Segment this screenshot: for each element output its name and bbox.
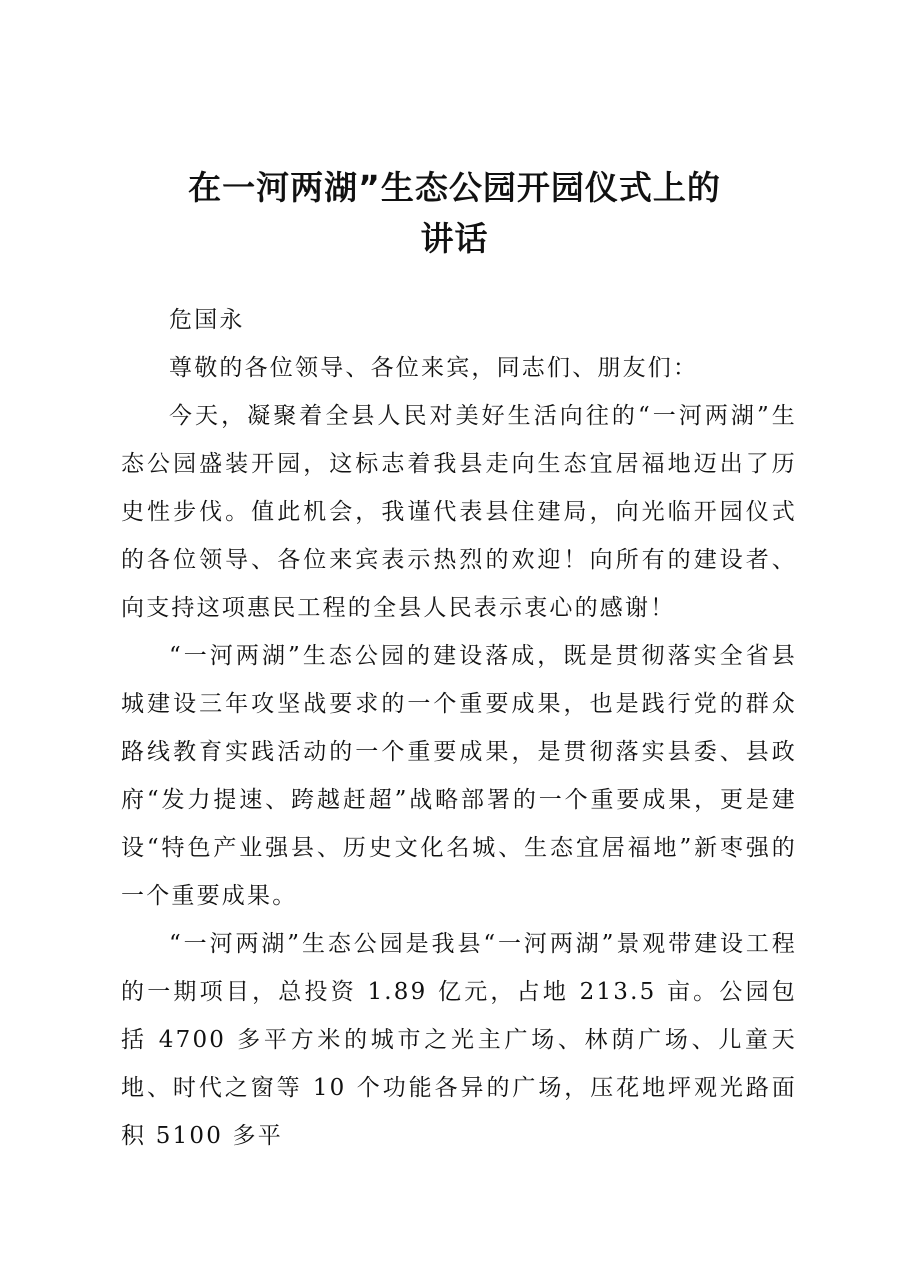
salutation: 尊敬的各位领导、各位来宾，同志们、朋友们： — [169, 355, 699, 381]
author-name: 危国永 — [169, 307, 245, 333]
paragraph: “一河两湖”生态公园的建设落成，既是贯彻落实全省县城建设三年攻坚战要求的一个重要成果，也是践行党的群众路线教育实践活动的一个重要成果，是贯彻落实县委、县政府“发力提速、跨越赶超”战略部署的一个重要成果，更是建设“特色产业强县、历史文化名城、生态宜居福地”新枣强的一个重要成果。 — [121, 643, 797, 909]
paragraph: “一河两湖”生态公园是我县“一河两湖”景观带建设工程的一期项目，总投资 1.89 亿元，占地 213.5 亩。公园包括 4700 多平方米的城市之光主广场、林荫广场、儿童天地、时代之窗等 10 个功能各异的广场，压花地坪观光路面积 5100 多平 — [121, 931, 797, 1149]
document-title-line2: 讲话 — [420, 219, 489, 258]
paragraph: 今天，凝聚着全县人民对美好生活向往的“一河两湖”生态公园盛装开园，这标志着我县走向生态宜居福地迈出了历史性步伐。值此机会，我谨代表县住建局，向光临开园仪式的各位领导、各位来宾表示热烈的欢迎！向所有的建设者、向支持这项惠民工程的全县人民表示衷心的感谢！ — [121, 403, 797, 621]
document-title-line1: 在一河两湖”生态公园开园仪式上的 — [188, 168, 721, 207]
